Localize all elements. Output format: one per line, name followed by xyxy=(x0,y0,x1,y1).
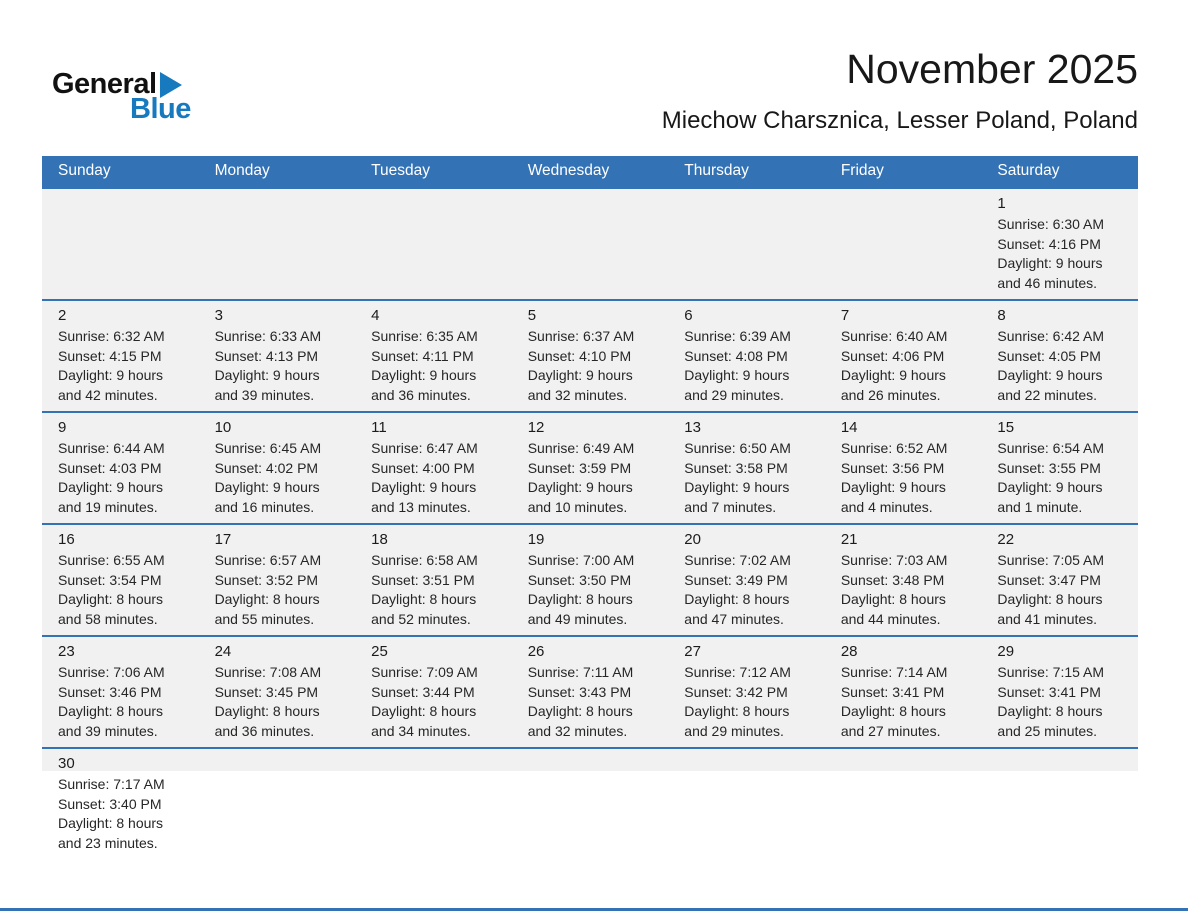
day-info-line: Sunset: 3:43 PM xyxy=(527,683,632,700)
day-info-line: Sunrise: 7:14 AM xyxy=(840,664,948,680)
day-info-line: Sunrise: 7:12 AM xyxy=(684,664,791,680)
day-number: 29 xyxy=(997,643,1015,660)
day-info-line: Sunrise: 6:55 AM xyxy=(58,552,165,568)
day-info-line: Daylight: 8 hours xyxy=(840,591,946,607)
day-number: 4 xyxy=(371,307,380,324)
day-info-line: Sunset: 3:54 PM xyxy=(58,571,162,588)
day-cell-6 xyxy=(668,301,825,411)
day-info-line: Sunrise: 6:44 AM xyxy=(58,440,165,456)
day-info-line: Sunset: 3:41 PM xyxy=(997,683,1101,700)
week-row-5 xyxy=(42,635,1138,747)
day-info-line: Sunset: 4:00 PM xyxy=(371,459,475,476)
day-info-line: Sunrise: 6:47 AM xyxy=(371,440,478,456)
day-info-line: Daylight: 8 hours xyxy=(214,591,320,607)
day-cell-7 xyxy=(825,301,982,411)
week-row-1 xyxy=(42,187,1138,299)
day-info-line: and 42 minutes. xyxy=(58,386,158,403)
day-info-line: Sunrise: 7:09 AM xyxy=(371,664,478,680)
day-cell-10 xyxy=(199,413,356,523)
day-cell-15 xyxy=(981,413,1138,523)
weekday-tuesday: Tuesday xyxy=(371,162,431,179)
day-info-line: Daylight: 8 hours xyxy=(58,703,164,719)
day-number: 17 xyxy=(214,531,232,548)
day-info-line: Sunrise: 6:52 AM xyxy=(840,440,948,456)
day-info-line: Sunrise: 7:08 AM xyxy=(214,664,322,680)
day-info-line: Sunset: 4:08 PM xyxy=(684,347,788,364)
empty-day-cell xyxy=(355,189,512,299)
day-info-line: Sunset: 3:49 PM xyxy=(684,571,788,588)
day-cell-23 xyxy=(42,637,199,747)
day-info-line: Daylight: 8 hours xyxy=(214,703,320,719)
day-info-line: and 47 minutes. xyxy=(684,610,784,627)
empty-day-cell xyxy=(825,189,982,299)
day-cell-25 xyxy=(355,637,512,747)
day-cell-30 xyxy=(42,749,199,859)
weekday-saturday: Saturday xyxy=(997,162,1060,179)
day-number: 11 xyxy=(371,419,387,436)
empty-day-cell xyxy=(355,749,512,859)
day-info-line: Sunset: 4:11 PM xyxy=(371,347,474,364)
day-info-line: Daylight: 8 hours xyxy=(840,703,946,719)
day-info-line: Daylight: 9 hours xyxy=(997,255,1103,271)
day-info-line: Sunset: 3:44 PM xyxy=(371,683,475,700)
week-row-6 xyxy=(42,747,1138,859)
empty-day-cell xyxy=(825,749,982,859)
day-info-line: Sunset: 3:55 PM xyxy=(997,459,1101,476)
day-info-line: Sunset: 3:51 PM xyxy=(371,571,475,588)
day-info-line: Sunrise: 7:17 AM xyxy=(58,776,165,792)
day-info-line: Sunrise: 6:33 AM xyxy=(214,328,322,344)
day-number: 20 xyxy=(684,531,701,548)
day-number: 12 xyxy=(527,419,545,436)
day-info-line: Sunset: 3:48 PM xyxy=(840,571,945,588)
day-info-line: Daylight: 8 hours xyxy=(58,815,164,831)
day-cell-9 xyxy=(42,413,199,523)
day-info-line: Daylight: 9 hours xyxy=(997,367,1103,383)
day-info-line: Daylight: 9 hours xyxy=(527,479,633,495)
day-info-line: and 29 minutes. xyxy=(684,386,784,403)
day-number: 28 xyxy=(840,643,858,660)
day-info-line: Daylight: 8 hours xyxy=(527,703,633,719)
day-info-line: Daylight: 8 hours xyxy=(371,591,477,607)
bottom-border-bar xyxy=(0,908,1188,911)
day-info-line: and 7 minutes. xyxy=(684,498,777,515)
day-info-line: Sunrise: 6:37 AM xyxy=(527,328,635,344)
day-info-line: and 55 minutes. xyxy=(214,610,315,627)
day-info-line: Sunrise: 6:35 AM xyxy=(371,328,478,344)
logo-text-blue: Blue xyxy=(130,93,191,125)
day-info-line: and 39 minutes. xyxy=(214,386,315,403)
day-info-line: and 22 minutes. xyxy=(997,386,1098,403)
page-title: November 2025 xyxy=(846,46,1138,92)
day-info-line: and 34 minutes. xyxy=(371,722,471,739)
empty-day-cell xyxy=(512,749,669,859)
day-number: 21 xyxy=(840,531,858,548)
day-info-line: Sunset: 3:56 PM xyxy=(840,459,945,476)
day-info-line: Sunrise: 6:45 AM xyxy=(214,440,322,456)
day-cell-11 xyxy=(355,413,512,523)
day-number: 3 xyxy=(214,307,223,324)
day-info-line: Sunset: 3:58 PM xyxy=(684,459,788,476)
day-number: 13 xyxy=(684,419,701,436)
day-number: 19 xyxy=(527,531,545,548)
day-number: 25 xyxy=(371,643,388,660)
day-info-line: Sunrise: 6:42 AM xyxy=(997,328,1105,344)
day-info-line: Sunset: 3:50 PM xyxy=(527,571,632,588)
day-number: 2 xyxy=(58,307,67,324)
day-info-line: Daylight: 8 hours xyxy=(997,591,1103,607)
day-info-line: and 32 minutes. xyxy=(527,722,628,739)
day-info-line: Sunrise: 6:57 AM xyxy=(214,552,322,568)
weekday-friday: Friday xyxy=(840,162,884,179)
weekday-thursday: Thursday xyxy=(684,162,749,179)
day-number: 14 xyxy=(840,419,858,436)
week-row-4 xyxy=(42,523,1138,635)
day-info-line: Sunrise: 6:49 AM xyxy=(527,440,635,456)
day-number: 9 xyxy=(58,419,67,436)
day-cell-28 xyxy=(825,637,982,747)
page-subtitle: Miechow Charsznica, Lesser Poland, Poland xyxy=(661,107,1138,134)
day-cell-17 xyxy=(199,525,356,635)
day-cell-13 xyxy=(668,413,825,523)
day-info-line: Sunrise: 7:11 AM xyxy=(527,664,634,680)
day-number: 23 xyxy=(58,643,75,660)
weekday-monday: Monday xyxy=(214,162,270,179)
day-cell-21 xyxy=(825,525,982,635)
day-info-line: Daylight: 9 hours xyxy=(214,479,320,495)
day-info-line: Daylight: 9 hours xyxy=(997,479,1103,495)
day-number: 15 xyxy=(997,419,1015,436)
day-info-line: Daylight: 8 hours xyxy=(371,703,477,719)
page-header xyxy=(0,0,1188,136)
day-info-line: Daylight: 9 hours xyxy=(371,479,477,495)
empty-day-cell xyxy=(512,189,669,299)
day-info-line: and 52 minutes. xyxy=(371,610,471,627)
calendar xyxy=(42,156,1138,859)
day-number: 18 xyxy=(371,531,388,548)
day-cell-2 xyxy=(42,301,199,411)
title-block xyxy=(662,46,1138,136)
day-info-line: Sunset: 3:47 PM xyxy=(997,571,1101,588)
day-info-line: Daylight: 9 hours xyxy=(840,479,946,495)
day-info-line: Daylight: 8 hours xyxy=(684,703,790,719)
day-info-line: Daylight: 8 hours xyxy=(684,591,790,607)
day-cell-16 xyxy=(42,525,199,635)
day-info-line: and 32 minutes. xyxy=(527,386,628,403)
week-row-2 xyxy=(42,299,1138,411)
day-info-line: Daylight: 8 hours xyxy=(997,703,1103,719)
day-info-line: Sunrise: 7:15 AM xyxy=(997,664,1105,680)
day-number: 27 xyxy=(684,643,701,660)
day-info-line: and 46 minutes. xyxy=(997,274,1098,291)
weeks-grid xyxy=(42,187,1138,859)
day-info-line: and 44 minutes. xyxy=(840,610,941,627)
day-info-line: Daylight: 9 hours xyxy=(58,367,164,383)
day-info-line: and 39 minutes. xyxy=(58,722,158,739)
day-info-line: Sunrise: 7:00 AM xyxy=(527,552,635,568)
day-number: 30 xyxy=(58,755,75,772)
day-info-line: Sunset: 4:06 PM xyxy=(840,347,945,364)
empty-day-cell xyxy=(668,749,825,859)
day-cell-20 xyxy=(668,525,825,635)
day-number: 5 xyxy=(527,307,537,324)
day-number: 10 xyxy=(214,419,232,436)
day-info-line: Sunset: 3:52 PM xyxy=(214,571,319,588)
day-info-line: and 49 minutes. xyxy=(527,610,628,627)
day-number: 26 xyxy=(527,643,545,660)
empty-day-cell xyxy=(199,749,356,859)
weekday-wednesday: Wednesday xyxy=(527,162,610,179)
general-blue-logo xyxy=(52,70,191,124)
day-cell-22 xyxy=(981,525,1138,635)
day-info-line: Sunset: 3:59 PM xyxy=(527,459,632,476)
day-info-line: Sunrise: 6:30 AM xyxy=(997,216,1105,232)
logo-text-general: General xyxy=(52,68,157,100)
day-info-line: Daylight: 9 hours xyxy=(58,479,164,495)
day-info-line: and 29 minutes. xyxy=(684,722,784,739)
day-info-line: Daylight: 9 hours xyxy=(840,367,946,383)
day-info-line: Sunrise: 6:39 AM xyxy=(684,328,791,344)
day-info-line: Sunrise: 6:54 AM xyxy=(997,440,1105,456)
day-info-line: Daylight: 9 hours xyxy=(527,367,633,383)
day-info-line: Sunset: 4:10 PM xyxy=(527,347,632,364)
day-info-line: Sunrise: 6:40 AM xyxy=(840,328,948,344)
day-cell-27 xyxy=(668,637,825,747)
day-info-line: and 10 minutes. xyxy=(527,498,628,515)
day-info-line: Sunrise: 6:50 AM xyxy=(684,440,791,456)
empty-day-cell xyxy=(668,189,825,299)
day-number: 8 xyxy=(997,307,1006,324)
day-info-line: and 58 minutes. xyxy=(58,610,158,627)
day-info-line: and 19 minutes. xyxy=(58,498,158,515)
day-info-line: and 36 minutes. xyxy=(371,386,471,403)
day-info-line: Sunrise: 7:02 AM xyxy=(684,552,791,568)
day-info-line: Sunrise: 7:05 AM xyxy=(997,552,1105,568)
day-info-line: and 1 minute. xyxy=(997,498,1083,515)
day-cell-14 xyxy=(825,413,982,523)
empty-day-cell xyxy=(199,189,356,299)
day-info-line: Sunset: 4:03 PM xyxy=(58,459,162,476)
day-info-line: Sunset: 3:40 PM xyxy=(58,795,162,812)
day-info-line: Sunrise: 7:03 AM xyxy=(840,552,948,568)
day-info-line: and 13 minutes. xyxy=(371,498,471,515)
day-cell-12 xyxy=(512,413,669,523)
day-cell-26 xyxy=(512,637,669,747)
day-info-line: Daylight: 9 hours xyxy=(214,367,320,383)
day-info-line: and 25 minutes. xyxy=(997,722,1098,739)
day-info-line: and 23 minutes. xyxy=(58,834,158,851)
empty-day-cell xyxy=(42,189,199,299)
day-number: 24 xyxy=(214,643,232,660)
day-cell-1 xyxy=(981,189,1138,299)
day-number: 6 xyxy=(684,307,693,324)
day-info-line: Daylight: 9 hours xyxy=(371,367,477,383)
week-row-3 xyxy=(42,411,1138,523)
day-info-line: Sunset: 4:16 PM xyxy=(997,235,1101,252)
day-info-line: Sunset: 3:46 PM xyxy=(58,683,162,700)
day-info-line: and 4 minutes. xyxy=(840,498,933,515)
day-number: 7 xyxy=(840,307,850,324)
day-info-line: Daylight: 9 hours xyxy=(684,479,790,495)
day-info-line: Sunset: 3:41 PM xyxy=(840,683,945,700)
day-cell-24 xyxy=(199,637,356,747)
day-cell-29 xyxy=(981,637,1138,747)
day-info-line: and 27 minutes. xyxy=(840,722,941,739)
day-info-line: Sunset: 4:15 PM xyxy=(58,347,162,364)
day-number: 1 xyxy=(997,195,1006,212)
day-info-line: Sunset: 3:42 PM xyxy=(684,683,788,700)
day-info-line: Sunset: 4:13 PM xyxy=(214,347,319,364)
day-info-line: Daylight: 8 hours xyxy=(58,591,164,607)
day-number: 16 xyxy=(58,531,75,548)
day-info-line: Sunrise: 6:32 AM xyxy=(58,328,165,344)
day-info-line: and 16 minutes. xyxy=(214,498,315,515)
weekday-header-row xyxy=(42,156,1138,187)
day-number: 22 xyxy=(997,531,1015,548)
day-info-line: and 41 minutes. xyxy=(997,610,1098,627)
day-cell-5 xyxy=(512,301,669,411)
day-info-line: Daylight: 8 hours xyxy=(527,591,633,607)
day-cell-8 xyxy=(981,301,1138,411)
day-info-line: Daylight: 9 hours xyxy=(684,367,790,383)
day-info-line: Sunset: 4:05 PM xyxy=(997,347,1101,364)
day-info-line: Sunset: 4:02 PM xyxy=(214,459,319,476)
day-cell-4 xyxy=(355,301,512,411)
day-info-line: Sunrise: 7:06 AM xyxy=(58,664,165,680)
day-cell-18 xyxy=(355,525,512,635)
day-info-line: and 36 minutes. xyxy=(214,722,315,739)
empty-day-cell xyxy=(981,749,1138,859)
day-info-line: Sunset: 3:45 PM xyxy=(214,683,319,700)
day-cell-3 xyxy=(199,301,356,411)
weekday-sunday: Sunday xyxy=(58,162,111,179)
day-info-line: Sunrise: 6:58 AM xyxy=(371,552,478,568)
day-info-line: and 26 minutes. xyxy=(840,386,941,403)
day-cell-19 xyxy=(512,525,669,635)
